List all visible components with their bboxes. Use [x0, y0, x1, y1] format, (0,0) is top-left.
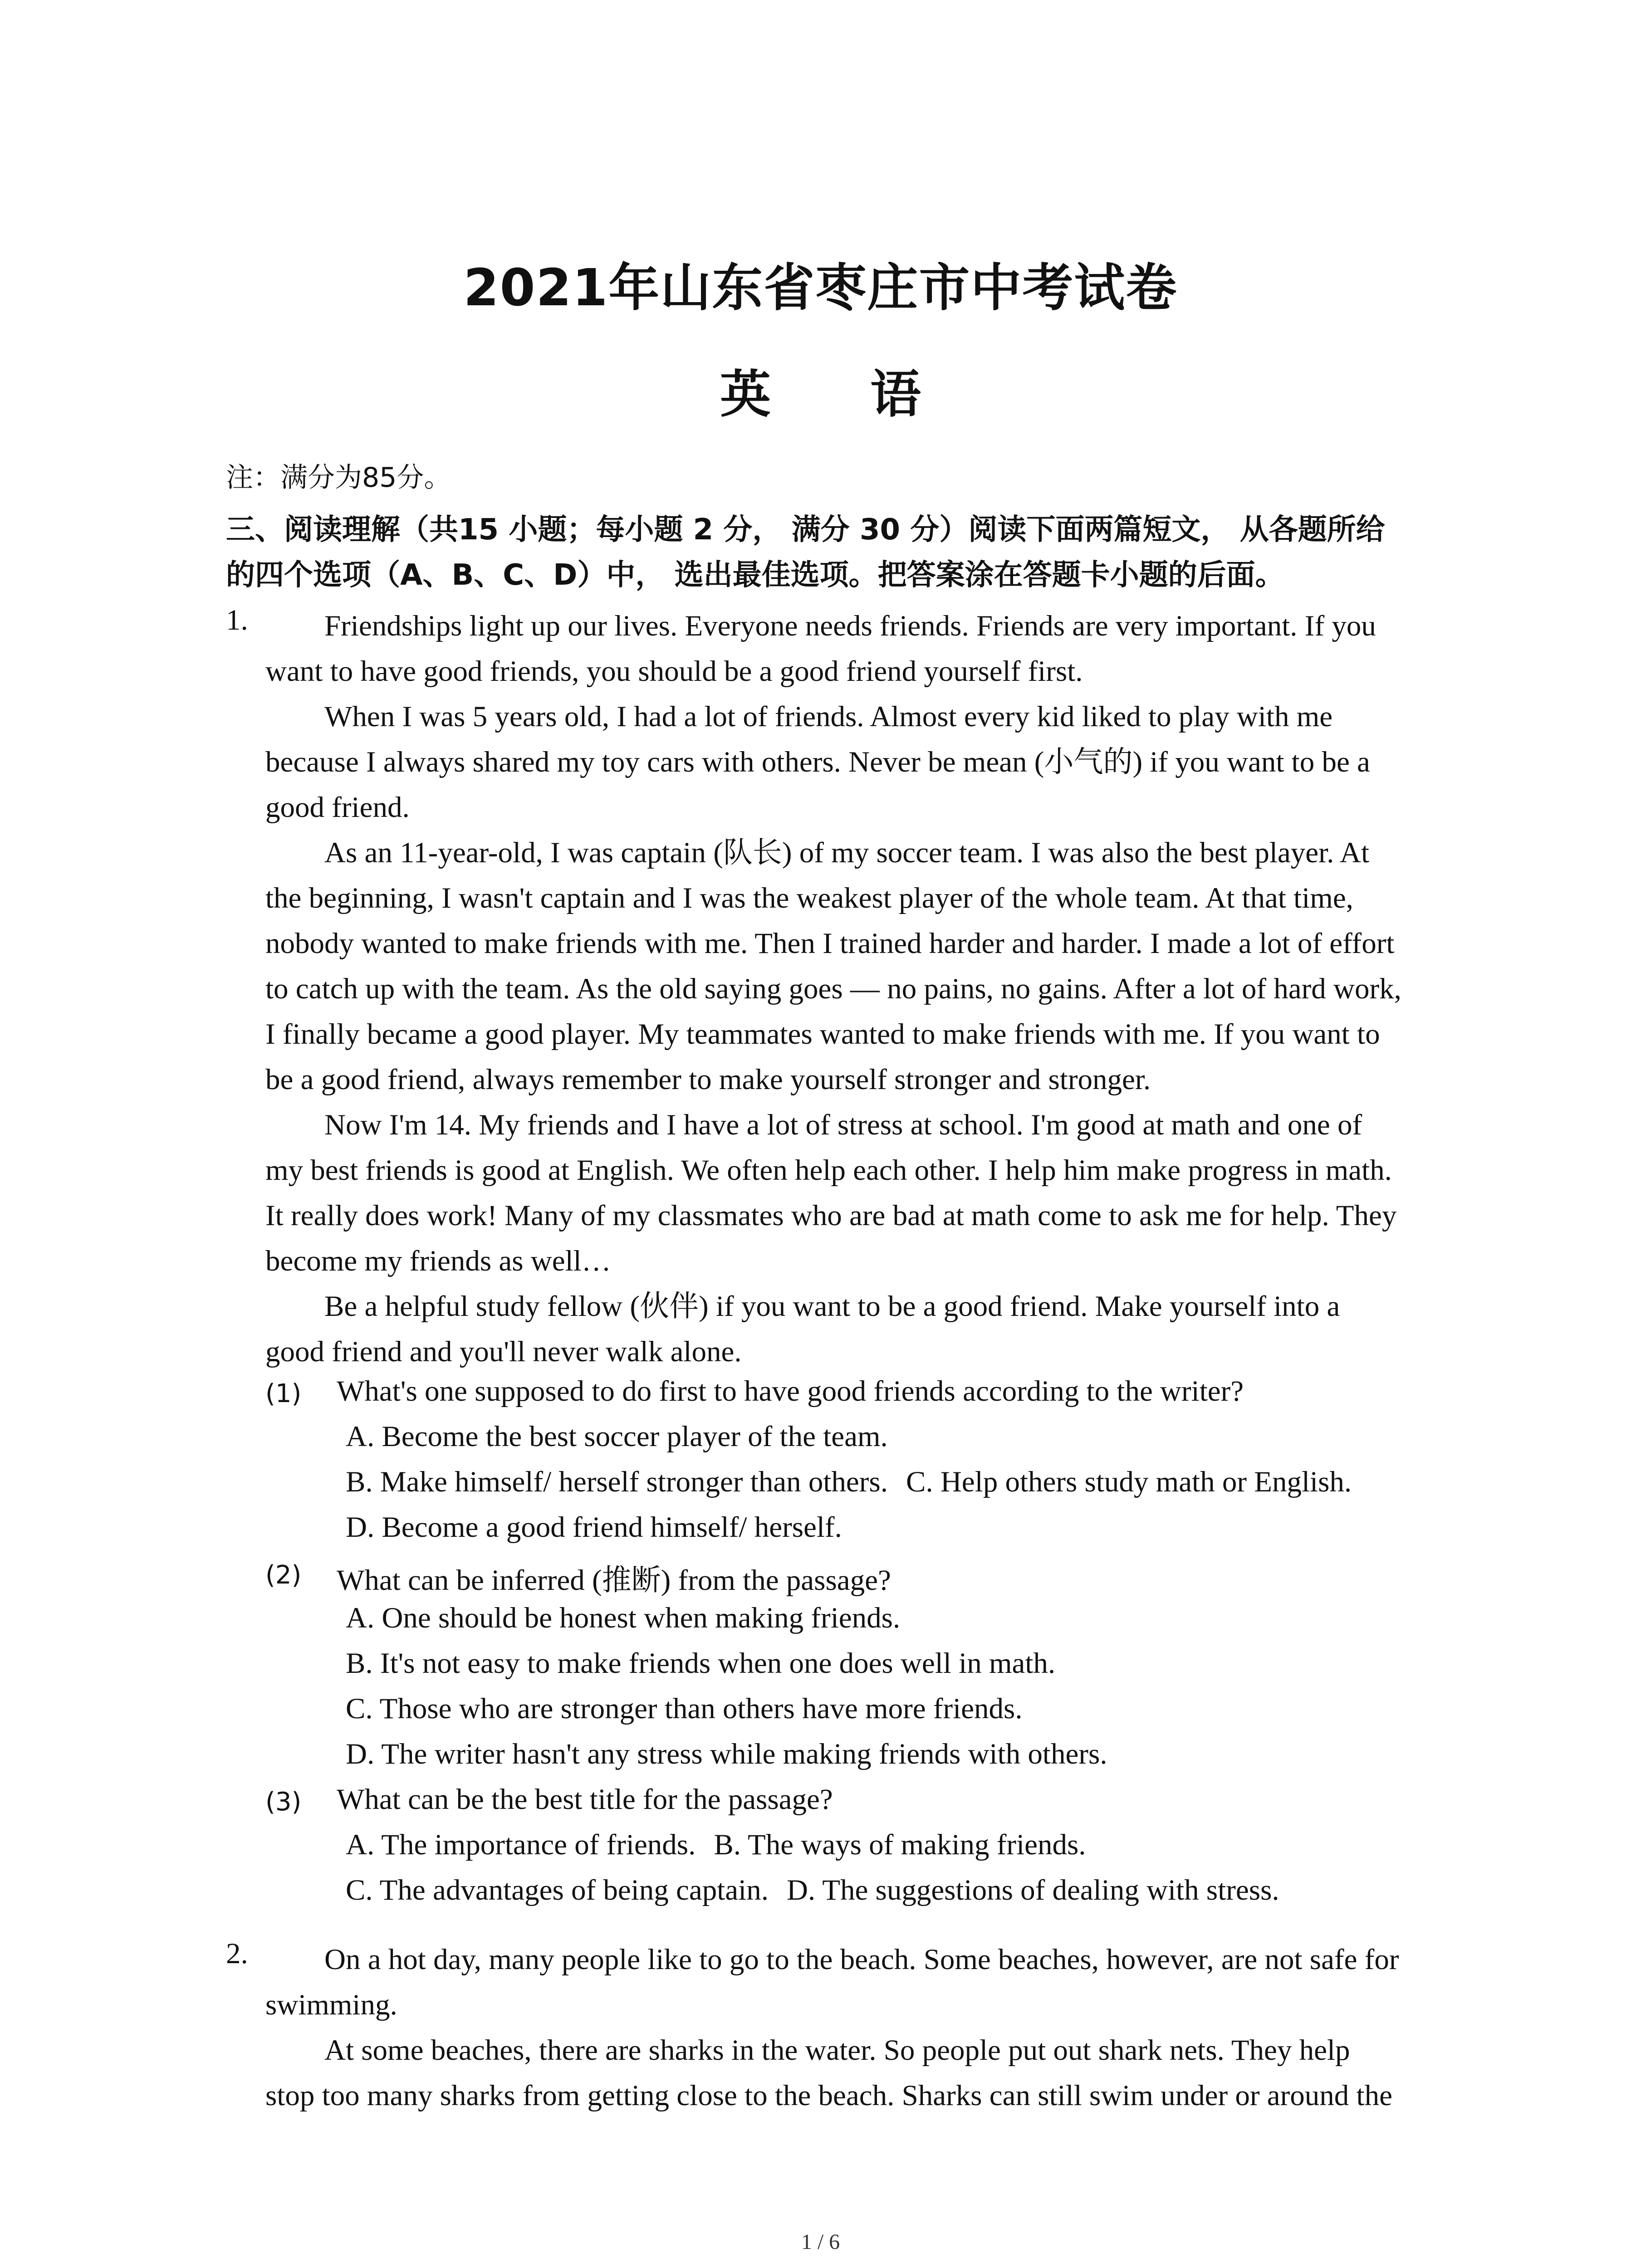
options-3cd — [346, 1873, 1279, 1907]
passage-line: Friendships light up our lives. Everyone needs friends. Friends are very important. If you — [324, 610, 1376, 642]
passage-line: At some beaches, there are sharks in the water. So people put out shark nets. They help — [324, 2034, 1350, 2067]
option-1b[interactable]: B. Make himself/ herself stronger than others. — [346, 1466, 888, 1498]
passage-line: It really does work! Many of my classmates who are bad at math come to ask me for help. They — [265, 1199, 1397, 1232]
option-3c[interactable]: C. The advantages of being captain. — [346, 1874, 769, 1906]
passage-line: As an 11-year-old, I was captain (队长) of my soccer team. I was also the best player. At — [324, 836, 1370, 869]
passage-line: to catch up with the team. As the old saying goes — no pains, no gains. After a lot of hard work, — [265, 973, 1401, 1005]
passage-line: On a hot day, many people like to go to the beach. Some beaches, however, are not safe for — [324, 1943, 1399, 1976]
option-2c[interactable]: C. Those who are stronger than others have more friends. — [346, 1692, 1023, 1725]
passage-line: nobody wanted to make friends with me. Then I trained harder and harder. I made a lot of effort — [265, 927, 1395, 960]
passage-line: I finally became a good player. My teammates wanted to make friends with me. If you want to — [265, 1018, 1380, 1051]
page-title: 2021年山东省枣庄市中考试卷 — [463, 259, 1178, 318]
passage-line: Now I'm 14. My friends and I have a lot of stress at school. I'm good at math and one of — [324, 1109, 1362, 1141]
sub-question-number-1: (1) — [265, 1379, 302, 1408]
passage-line: stop too many sharks from getting close to the beach. Sharks can still swim under or around the — [265, 2079, 1392, 2112]
option-1d[interactable]: D. Become a good friend himself/ herself. — [346, 1511, 842, 1544]
question-number-2: 2. — [226, 1937, 248, 1970]
passage-line: When I was 5 years old, I had a lot of friends. Almost every kid liked to play with me — [324, 700, 1333, 733]
passage-line: want to have good friends, you should be a good friend yourself first. — [265, 655, 1083, 688]
page-subtitle: 英 语 — [720, 365, 962, 424]
passage-2 — [265, 1937, 1454, 2118]
section-instructions-line-1: 三、阅读理解（共15 小题；每小题 2 分， 满分 30 分）阅读下面两篇短文， 从各题所给 — [226, 513, 1385, 547]
passage-line: be a good friend, always remember to make yourself stronger and stronger. — [265, 1063, 1151, 1096]
passage-line: because I always shared my toy cars with others. Never be mean (小气的) if you want to be a — [265, 746, 1370, 778]
option-2a[interactable]: A. One should be honest when making friends. — [346, 1602, 901, 1634]
passage-line: swimming. — [265, 1989, 397, 2021]
passage-line: my best friends is good at English. We often help each other. I help him make progress in math. — [265, 1154, 1392, 1187]
question-number-1: 1. — [226, 604, 248, 636]
option-2b[interactable]: B. It's not easy to make friends when one does well in math. — [346, 1647, 1056, 1680]
passage-line: become my friends as well… — [265, 1245, 611, 1277]
option-1a[interactable]: A. Become the best soccer player of the team. — [346, 1420, 888, 1453]
options-1bc — [346, 1465, 1352, 1499]
passage-1 — [265, 603, 1454, 1374]
passage-line: Be a helpful study fellow (伙伴) if you want to be a good friend. Make yourself into a — [324, 1290, 1340, 1323]
passage-line: the beginning, I wasn't captain and I was the weakest player of the whole team. At that time, — [265, 882, 1353, 914]
sub-question-number-2: (2) — [265, 1560, 302, 1590]
page-number: 1 / 6 — [801, 2230, 840, 2254]
sub-question-1: What's one supposed to do first to have good friends according to the writer? — [337, 1375, 1244, 1408]
section-instructions-line-2: 的四个选项（A、B、C、D）中， 选出最佳选项。把答案涂在答题卡小题的后面。 — [226, 558, 1284, 592]
option-3d[interactable]: D. The suggestions of dealing with stress. — [786, 1874, 1279, 1906]
sub-question-2: What can be inferred (推断) from the passage? — [337, 1564, 891, 1597]
option-1c[interactable]: C. Help others study math or English. — [906, 1466, 1352, 1498]
option-3a[interactable]: A. The importance of friends. — [346, 1828, 696, 1861]
passage-line: good friend and you'll never walk alone. — [265, 1335, 742, 1368]
sub-question-number-3: (3) — [265, 1787, 302, 1817]
option-3b[interactable]: B. The ways of making friends. — [714, 1828, 1086, 1861]
option-2d[interactable]: D. The writer hasn't any stress while making friends with others. — [346, 1738, 1107, 1770]
score-note: 注：满分为85分。 — [226, 462, 451, 494]
options-3ab — [346, 1828, 1086, 1862]
sub-question-3: What can be the best title for the passage? — [337, 1783, 833, 1816]
passage-line: good friend. — [265, 791, 410, 824]
